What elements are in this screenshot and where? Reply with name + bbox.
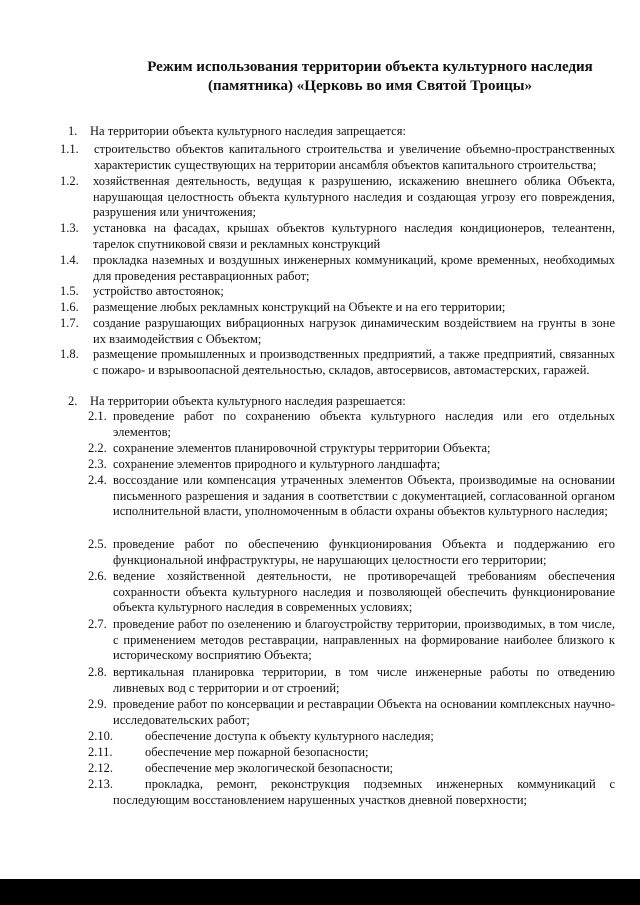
item-number: 2.6. [88, 569, 107, 583]
item-text: размещение любых рекламных конструкций на Объекте и на его территории; [93, 300, 506, 314]
list-item [60, 284, 615, 300]
item-text: обеспечение мер пожарной безопасности; [145, 745, 369, 759]
item-text: хозяйственная деятельность, ведущая к разрушению, искажению внешнего облика Объекта, нарушающая целостность объекта культурного наследия и создающая угрозу его повреждения, разрушения или уничтожения; [93, 174, 615, 220]
list-item [88, 409, 615, 440]
list-item [88, 473, 615, 520]
list-item [88, 777, 615, 808]
list-item [62, 142, 615, 173]
list-item [88, 665, 615, 696]
item-text: создание разрушающих вибрационных нагрузок динамическим воздействием на грунты в зоне их взаимодействия с Объектом; [93, 316, 615, 346]
item-text: размещение промышленных и производственных предприятий, а также предприятий, связанных с пожаро- и взрывоопасной деятельностью, складов, автосервисов, автомастерских, гаражей. [93, 347, 615, 377]
title-line-1: Режим использования территории объекта культурного наследия [147, 59, 593, 75]
item-text: обеспечение мер экологической безопасности; [145, 761, 394, 775]
list-item [60, 300, 615, 316]
item-number: 2.8. [88, 665, 107, 679]
item-text: прокладка наземных и воздушных инженерных коммуникаций, кроме временных, необходимых для проведения реставрационных работ; [93, 253, 615, 283]
item-number: 2.5. [88, 537, 107, 551]
list-item [88, 697, 615, 728]
item-text: сохранение элементов природного и культурного ландшафта; [113, 457, 441, 471]
item-number: 2.12. [88, 761, 113, 775]
item-number: 2.9. [88, 697, 107, 711]
item-number: 1.3. [60, 221, 79, 235]
list-item [88, 569, 615, 616]
item-number: 2.10. [88, 729, 113, 743]
list-item [60, 253, 615, 284]
item-text: проведение работ по озеленению и благоустройству территории, производимых, в том числе, с применением методов реставрации, направленных на формирование наиболее близкого к историческому восприятию Объекта; [113, 617, 615, 663]
item-text: сохранение элементов планировочной структуры территории Объекта; [113, 441, 491, 455]
item-number: 2.4. [88, 473, 107, 487]
list-item [88, 729, 615, 745]
item-text: строительство объектов капитального строительства и увеличение объемно-пространственных характеристик существующих на территории ансамбля объектов капитального строительства; [94, 142, 615, 172]
item-text: проведение работ по консервации и реставрации Объекта на основании комплексных научно-исследовательских работ; [113, 697, 615, 727]
section-heading-text: На территории объекта культурного наследия разрешается: [90, 394, 406, 408]
section-heading-text: На территории объекта культурного наследия запрещается: [90, 124, 406, 138]
item-number: 1.4. [60, 253, 79, 267]
item-number: 1.5. [60, 284, 79, 298]
list-item [88, 457, 615, 473]
item-text: проведение работ по обеспечению функционирования Объекта и поддержанию его функциональной инфраструктуры, не нарушающих целостности его территории; [113, 537, 615, 567]
item-number: 2.1. [88, 409, 107, 423]
scan-border-bar [0, 879, 640, 905]
list-item [88, 745, 615, 761]
section-2-heading [68, 394, 628, 410]
item-number: 1.8. [60, 347, 79, 361]
item-number: 1.1. [60, 142, 79, 156]
item-text: устройство автостоянок; [93, 284, 224, 298]
item-number: 1.7. [60, 316, 79, 330]
item-number: 2.3. [88, 457, 107, 471]
item-text: прокладка, ремонт, реконструкция подземных инженерных коммуникаций с последующим восстановлением нарушенных участков дневной поверхности; [113, 777, 615, 807]
list-item [88, 617, 615, 664]
item-text: обеспечение доступа к объекту культурного наследия; [145, 729, 434, 743]
item-number: 2.11. [88, 745, 113, 759]
item-number: 2.13. [88, 777, 113, 791]
section-1-heading [68, 124, 628, 140]
list-item [60, 221, 615, 252]
section-number: 2. [68, 394, 78, 408]
item-number: 2.7. [88, 617, 107, 631]
item-number: 1.2. [60, 174, 79, 188]
item-text: проведение работ по сохранению объекта культурного наследия или его отдельных элементов; [113, 409, 615, 439]
list-item [60, 174, 615, 221]
list-item [88, 537, 615, 568]
item-number: 1.6. [60, 300, 79, 314]
item-number: 2.2. [88, 441, 107, 455]
section-number: 1. [68, 124, 78, 138]
title-line-2: (памятника) «Церковь во имя Святой Троицы» [208, 78, 532, 94]
list-item [60, 316, 615, 347]
list-item [88, 761, 615, 777]
item-text: воссоздание или компенсация утраченных элементов Объекта, производимые на основании письменного разрешения и задания в соответствии с документацией, согласованной органом исполнительной власти, уполномоченным в области охраны объектов культурного наследия; [113, 473, 615, 519]
list-item [88, 441, 615, 457]
document-title [120, 58, 620, 96]
list-item [60, 347, 615, 378]
item-text: установка на фасадах, крышах объектов культурного наследия кондиционеров, телеантенн, тарелок спутниковой связи и рекламных конструкций [93, 221, 615, 251]
item-text: ведение хозяйственной деятельности, не противоречащей требованиям обеспечения сохранности объекта культурного наследия и позволяющей обеспечить функционирование объекта культурного наследия в современных условиях; [113, 569, 615, 615]
item-text: вертикальная планировка территории, в том числе инженерные работы по отведению ливневых вод с территории и от строений; [113, 665, 615, 695]
